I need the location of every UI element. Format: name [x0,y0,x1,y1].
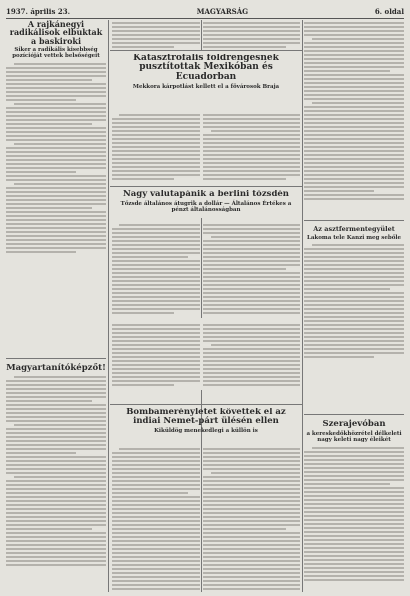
article-body [6,63,106,253]
article-body [203,448,300,590]
article-divider [110,50,302,51]
issue-date: 1937. április 23. [6,6,71,16]
article-headline: Katasztrófális földrengésnek pusztítottak Mexikóban és Ecuadorban [133,54,279,82]
column-rule [201,20,202,50]
article-headline: Szerajevóban [322,419,386,429]
article-headline: A rajkánegyi radikálisok elbuktak a baskiroki [9,20,103,46]
bomb-body-left [112,446,200,592]
article-divider [304,414,404,415]
page-number: 6. oldal [374,6,404,16]
article-subheadline: Tőzsde általános átugrik a dollár — Általános Értékes a pénzt általánosságban [120,200,292,214]
article-subheadline: Lakoma tele Kanzi meg sebőle [307,234,401,241]
article-earthquake [112,54,300,112]
column-4 [304,20,404,592]
article-headline: Az asztfermentegyület [313,225,395,233]
article-divider [6,358,106,359]
column-rule [108,20,109,592]
column-rule [302,20,303,592]
article-subheadline: Kiküldög menekedlegi a küllön is [154,427,258,434]
article-headline: Bombamerényletet követtek el az indiai Nemet-párt ülésén ellen [126,408,286,426]
article-bomb-attack [112,408,300,442]
earthquake-body-right [203,112,300,184]
masthead [6,4,404,19]
article-body [112,114,200,180]
currency-body-right [203,222,300,320]
article-divider [304,220,404,221]
column-2-top [112,20,200,50]
article-body [203,324,300,386]
article-body [112,324,200,386]
column-3-top [203,20,300,50]
article-subheadline: Mekkora kárpotlást kellett el a fővárosok Braja [132,84,280,91]
article-divider [110,186,302,187]
article-body [304,22,404,200]
article-currency-panic [112,190,300,218]
article-subheadline: a kereskedőkhözrétel délkeleti nagy keleti nagy éleikét [306,430,402,444]
earthquake-body-left [112,112,200,184]
article-divider [110,404,302,405]
article-subheadline: Siker a radikális kisebbség pozícióját vettek belsőségeit [12,47,100,60]
article-body [112,224,200,314]
column-1 [6,20,106,592]
article-body [112,448,200,590]
column-rule [201,218,202,318]
column-2-middle [112,322,200,388]
article-headline: Magyartanítóképzőt! [6,363,106,373]
article-body [304,447,404,581]
currency-body-left [112,222,200,320]
article-body [304,244,404,358]
article-body [203,224,300,314]
article-headline: Nagy valutapánik a berlini tőzsdén [123,190,289,199]
article-body [203,114,300,180]
article-body [6,376,106,566]
newspaper-title: MAGYARSÁG [196,6,249,16]
article-body [203,22,300,48]
article-body [112,22,200,48]
bomb-body-right [203,446,300,592]
column-3-middle [203,322,300,388]
